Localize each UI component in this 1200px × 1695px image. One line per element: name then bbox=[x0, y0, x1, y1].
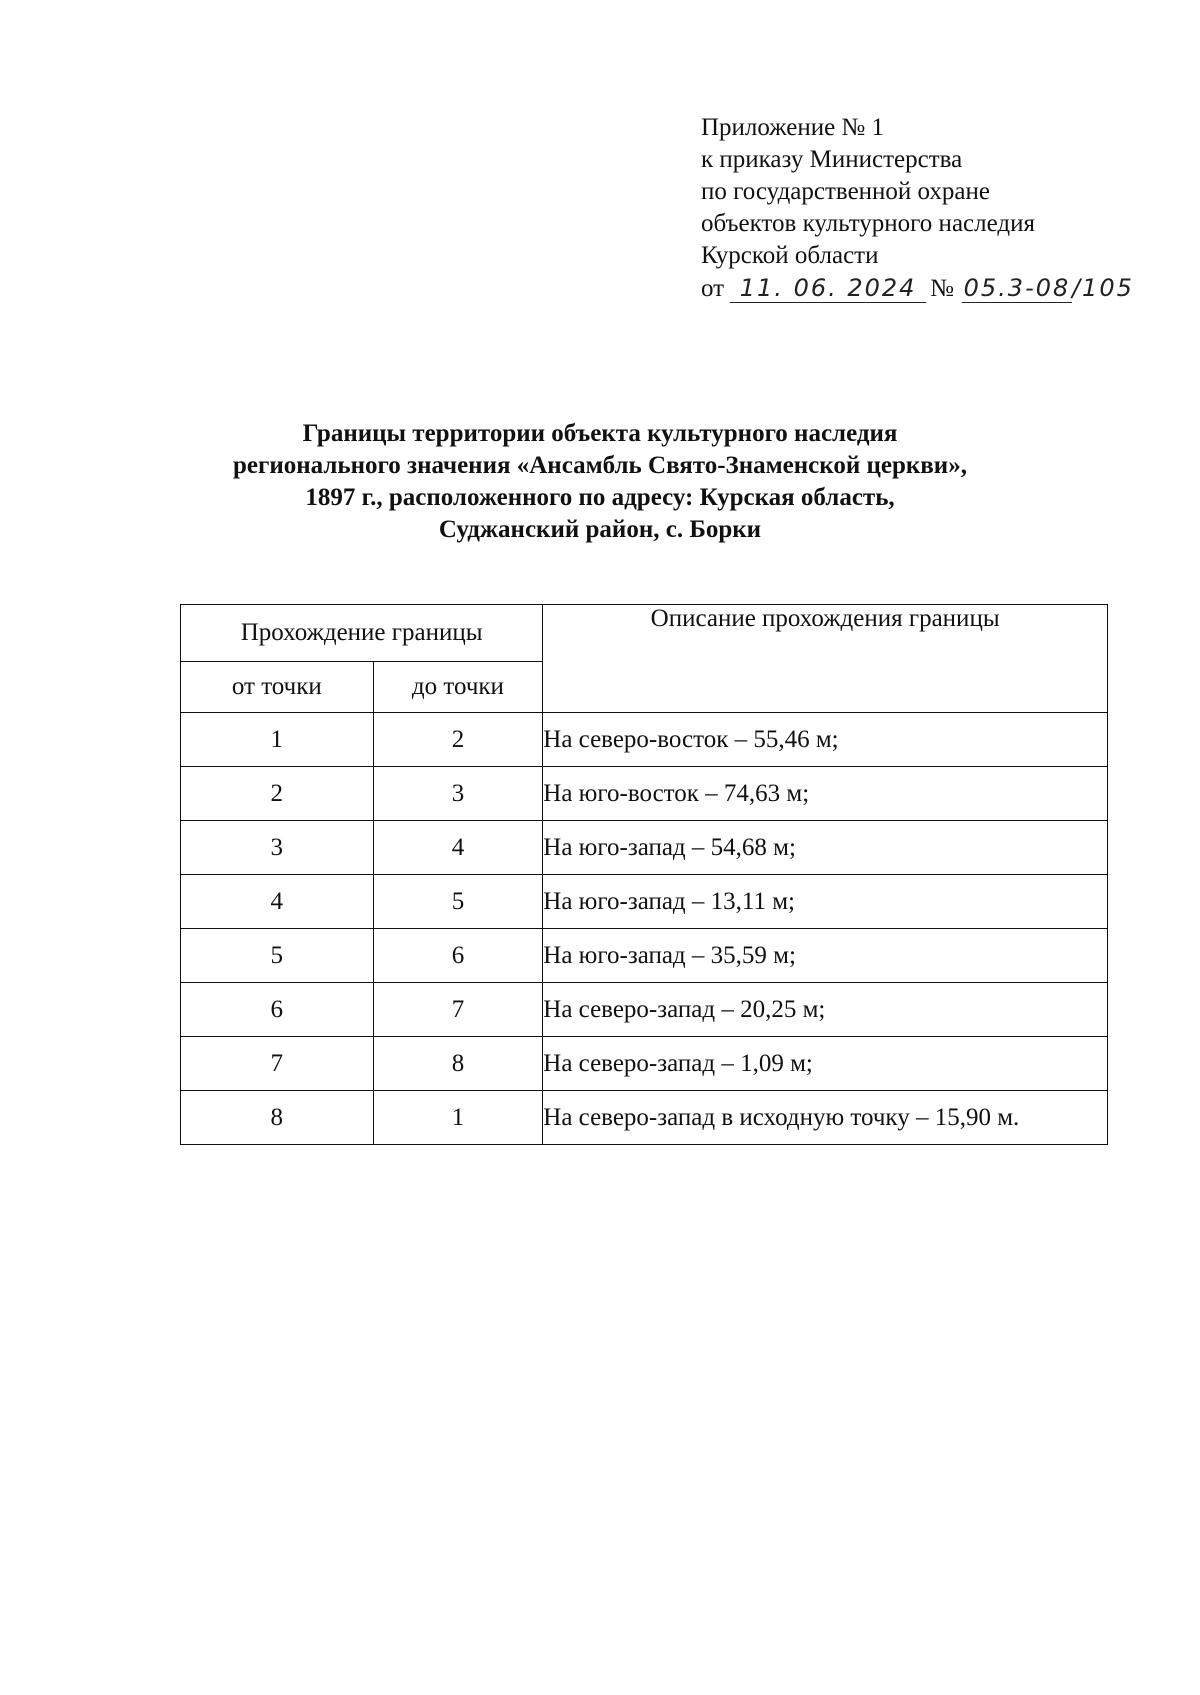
cell-to-point: 2 bbox=[373, 713, 543, 767]
cell-description: На юго-запад – 54,68 м; bbox=[543, 821, 1108, 875]
header-boundary-passage: Прохождение границы bbox=[181, 605, 543, 662]
boundary-table bbox=[180, 604, 1108, 1145]
title-line-4: Суджанский район, с. Борки bbox=[438, 516, 762, 543]
number-sign: № bbox=[930, 275, 954, 302]
order-number-tail-handwritten: /105 bbox=[1071, 274, 1134, 302]
cell-to-point: 4 bbox=[373, 821, 543, 875]
table-row bbox=[181, 983, 1108, 1037]
header-from-point: от точки bbox=[181, 662, 374, 713]
cell-from-point: 8 bbox=[181, 1091, 374, 1145]
cell-description: На юго-запад – 35,59 м; bbox=[543, 929, 1108, 983]
cell-description: На северо-запад в исходную точку – 15,90 м. bbox=[543, 1091, 1108, 1145]
order-date-handwritten: 11. 06. 2024 bbox=[739, 274, 917, 302]
appendix-line-3: по государственной охране bbox=[701, 178, 991, 205]
cell-description: На северо-запад – 20,25 м; bbox=[543, 983, 1108, 1037]
cell-description: На северо-восток – 55,46 м; bbox=[543, 713, 1108, 767]
order-number-field bbox=[962, 275, 1072, 303]
table-row bbox=[181, 767, 1108, 821]
cell-from-point: 4 bbox=[181, 875, 374, 929]
cell-description: На юго-восток – 74,63 м; bbox=[543, 767, 1108, 821]
cell-description: На северо-запад – 1,09 м; bbox=[543, 1037, 1108, 1091]
cell-to-point: 5 bbox=[373, 875, 543, 929]
title-line-3: 1897 г., расположенного по адресу: Курская область, bbox=[305, 484, 895, 511]
cell-from-point: 3 bbox=[181, 821, 374, 875]
cell-to-point: 8 bbox=[373, 1037, 543, 1091]
table-row bbox=[181, 1037, 1108, 1091]
order-date-field bbox=[730, 275, 926, 303]
appendix-line-2: к приказу Министерства bbox=[701, 146, 963, 173]
appendix-block bbox=[701, 112, 1134, 305]
header-to-point: до точки bbox=[373, 662, 543, 713]
title-line-1: Границы территории объекта культурного наследия bbox=[302, 420, 898, 447]
order-date-number-line bbox=[701, 272, 1134, 305]
header-description: Описание прохождения границы bbox=[543, 605, 1108, 713]
table-header-row bbox=[181, 605, 1108, 662]
appendix-line-5: Курской области bbox=[701, 242, 879, 269]
table-row bbox=[181, 713, 1108, 767]
cell-to-point: 7 bbox=[373, 983, 543, 1037]
cell-from-point: 6 bbox=[181, 983, 374, 1037]
table-row bbox=[181, 875, 1108, 929]
title-line-2: регионального значения «Ансамбль Свято-Знаменской церкви», bbox=[233, 452, 967, 479]
cell-from-point: 7 bbox=[181, 1037, 374, 1091]
from-prefix: от bbox=[701, 275, 725, 302]
document-title bbox=[100, 418, 1100, 546]
cell-description: На юго-запад – 13,11 м; bbox=[543, 875, 1108, 929]
cell-to-point: 3 bbox=[373, 767, 543, 821]
appendix-line-4: объектов культурного наследия bbox=[701, 210, 1035, 237]
cell-from-point: 5 bbox=[181, 929, 374, 983]
table-row bbox=[181, 821, 1108, 875]
table-row bbox=[181, 1091, 1108, 1145]
table-row bbox=[181, 929, 1108, 983]
appendix-line-1: Приложение № 1 bbox=[701, 114, 885, 141]
cell-to-point: 6 bbox=[373, 929, 543, 983]
cell-to-point: 1 bbox=[373, 1091, 543, 1145]
cell-from-point: 2 bbox=[181, 767, 374, 821]
order-number-handwritten: 05.3-08 bbox=[963, 274, 1071, 302]
cell-from-point: 1 bbox=[181, 713, 374, 767]
